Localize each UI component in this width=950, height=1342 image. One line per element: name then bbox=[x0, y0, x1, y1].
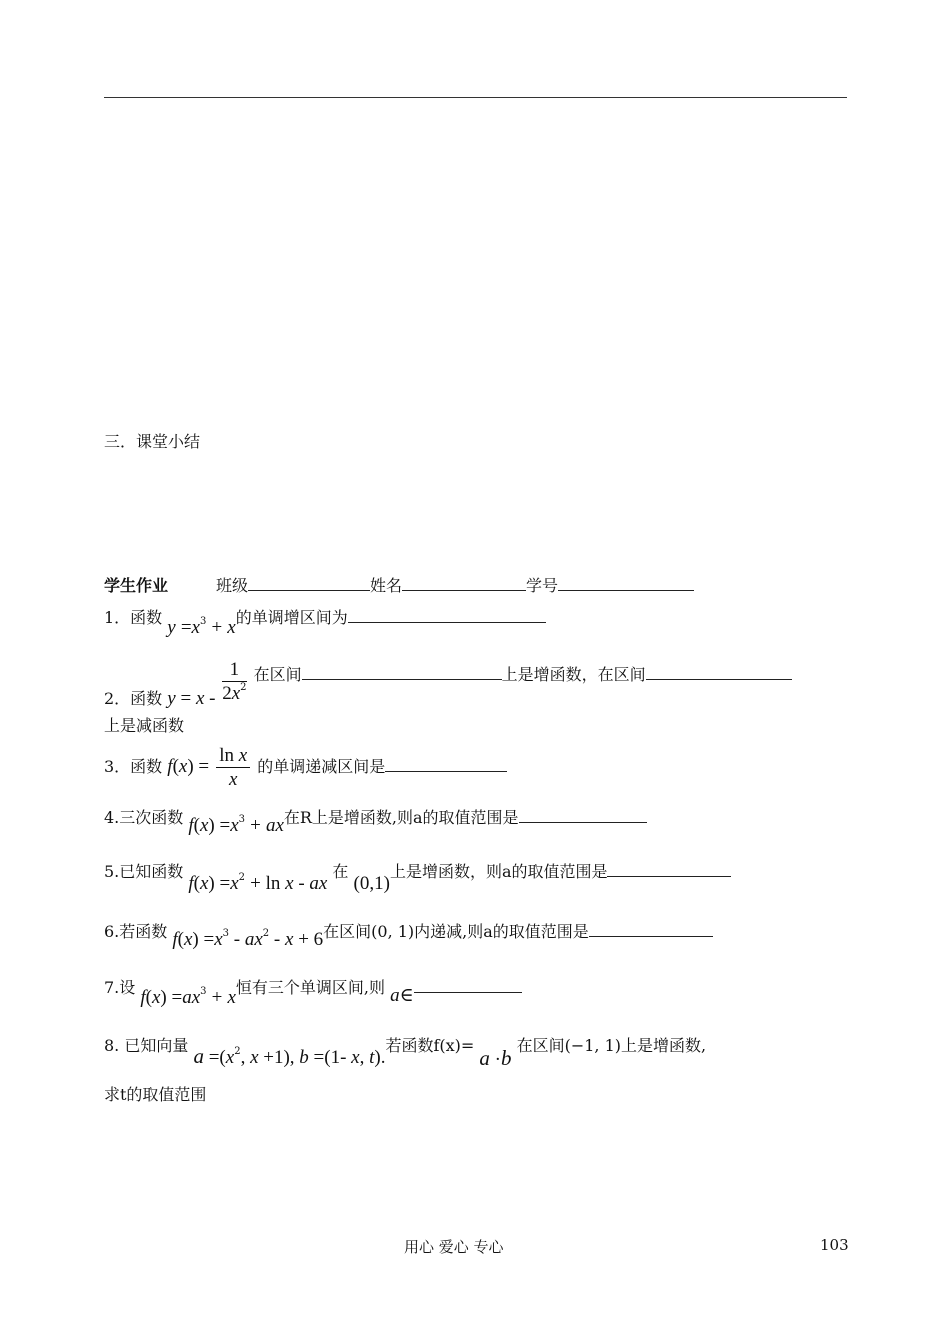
problem-3-blank[interactable] bbox=[385, 757, 507, 772]
problem-3-prefix: 3．函数 bbox=[104, 757, 163, 776]
problem-4-blank[interactable] bbox=[519, 808, 647, 823]
problem-1-blank[interactable] bbox=[348, 608, 546, 623]
problem-1 bbox=[104, 608, 546, 638]
problem-2-continuation: 上是减函数 bbox=[104, 716, 185, 735]
problem-2-mid2: 上是增函数，在区间 bbox=[501, 665, 646, 684]
problem-5-formula: $f(x) =x^2 + \ln x$ - ax bbox=[188, 872, 328, 894]
number-label: 学号 bbox=[526, 576, 559, 595]
problem-6-formula: $f(x) =x^3 - ax^2 - x + 6$ bbox=[172, 928, 324, 950]
problem-7-set: a∈ bbox=[390, 985, 414, 1006]
homework-header bbox=[104, 576, 694, 594]
problem-5-suffix: 上是增函数，则a的取值范围是 bbox=[389, 862, 608, 881]
problem-2-prefix: 2．函数 bbox=[104, 689, 163, 708]
problem-8-dot-product: a ·b bbox=[479, 1046, 512, 1070]
problem-3-suffix: 的单调递减区间是 bbox=[257, 757, 386, 776]
page-number: 103 bbox=[820, 1236, 849, 1254]
section-title: 三．课堂小结 bbox=[104, 432, 201, 451]
problem-2 bbox=[104, 659, 792, 709]
problem-6-blank[interactable] bbox=[589, 922, 713, 937]
problem-2-blank-2[interactable] bbox=[646, 665, 792, 680]
problem-6-prefix: 6.若函数 bbox=[104, 922, 168, 941]
problem-4-prefix: 4.三次函数 bbox=[104, 808, 184, 827]
problem-1-formula: $y =x^3 + x$ bbox=[167, 616, 236, 638]
problem-1-suffix: 的单调增区间为 bbox=[235, 608, 348, 627]
header-rule bbox=[104, 97, 847, 98]
problem-1-prefix: 1．函数 bbox=[104, 608, 163, 627]
problem-8 bbox=[104, 1034, 707, 1070]
class-blank[interactable] bbox=[248, 576, 370, 591]
problem-5-blank[interactable] bbox=[607, 862, 731, 877]
problem-6 bbox=[104, 922, 713, 950]
problem-2-formula: y = x - $\frac{1}{2x^2}$ bbox=[167, 659, 247, 709]
name-blank[interactable] bbox=[402, 576, 526, 591]
problem-5-interval: (0,1) bbox=[353, 873, 390, 894]
problem-8-prefix: 8. 已知向量 bbox=[104, 1036, 189, 1055]
problem-7-mid: 恒有三个单调区间,则 bbox=[235, 978, 385, 997]
name-label: 姓名 bbox=[370, 576, 403, 595]
problem-3 bbox=[104, 746, 507, 789]
problem-2-mid: 在区间 bbox=[253, 665, 302, 684]
problem-4 bbox=[104, 808, 647, 836]
problem-2-blank-1[interactable] bbox=[302, 665, 502, 680]
number-blank[interactable] bbox=[558, 576, 694, 591]
problem-8-formula: $a =(x^2$, x +1), b =(1- x, t). bbox=[193, 1044, 386, 1068]
footer-slogan: 用心 爱心 专心 bbox=[404, 1238, 504, 1256]
problem-7-formula: $f(x) =ax^3 + x$ bbox=[140, 986, 236, 1008]
problem-7 bbox=[104, 978, 522, 1008]
problem-5-prefix: 5.已知函数 bbox=[104, 862, 184, 881]
problem-5-mid: 在 bbox=[332, 862, 349, 881]
problem-6-suffix: 在区间(0, 1)内递减,则a的取值范围是 bbox=[323, 922, 589, 941]
homework-heading: 学生作业 bbox=[104, 576, 169, 595]
problem-7-blank[interactable] bbox=[414, 978, 522, 993]
problem-8-suffix: 在区间(−1, 1)上是增函数, bbox=[516, 1036, 707, 1055]
problem-4-formula: $f(x) =x^3$ + ax bbox=[188, 814, 284, 836]
problem-3-formula: f(x) = $\frac{\text{ln x}}{x}$ bbox=[167, 757, 257, 776]
problem-8-continuation: 求t的取值范围 bbox=[104, 1085, 207, 1104]
problem-8-mid: 若函数f(x)= bbox=[385, 1036, 475, 1055]
problem-5 bbox=[104, 862, 731, 894]
problem-7-prefix: 7.设 bbox=[104, 978, 136, 997]
class-label: 班级 bbox=[216, 576, 249, 595]
problem-4-suffix: 在R上是增函数,则a的取值范围是 bbox=[283, 808, 519, 827]
